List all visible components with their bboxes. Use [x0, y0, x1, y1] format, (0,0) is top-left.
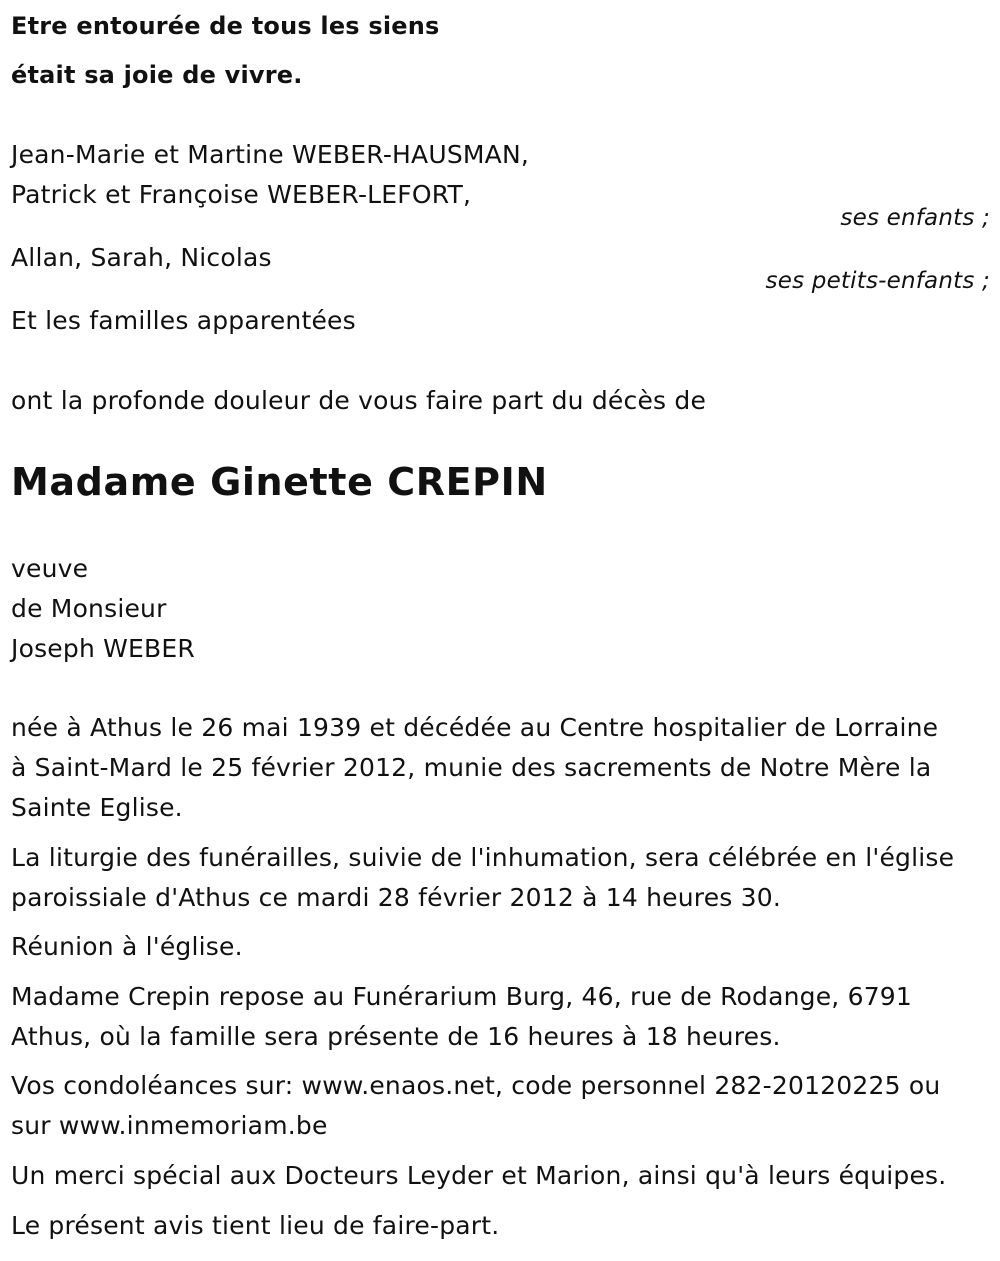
announcement-line: ont la profonde douleur de vous faire part du décès de	[11, 386, 707, 415]
liturgy-line-2: paroissiale d'Athus ce mardi 28 février 2012 à 14 heures 30.	[11, 883, 782, 912]
funeral-home-line-2: Athus, où la famille sera présente de 16 heures à 18 heures.	[11, 1022, 781, 1051]
motto-line-2: était sa joie de vivre.	[11, 61, 303, 89]
child-family-1: Jean-Marie et Martine WEBER-HAUSMAN,	[11, 140, 530, 169]
meeting-line: Réunion à l'église.	[11, 932, 243, 961]
condolences-line-1: Vos condoléances sur: www.enaos.net, code personnel 282-20120225 ou	[11, 1071, 941, 1100]
birth-death-line-3: Sainte Eglise.	[11, 793, 183, 822]
widow-status: veuve	[11, 554, 89, 583]
spouse-name: Joseph WEBER	[11, 634, 195, 663]
liturgy-line-1: La liturgie des funérailles, suivie de l'inhumation, sera célébrée en l'église	[11, 843, 955, 872]
birth-death-line-1: née à Athus le 26 mai 1939 et décédée au Centre hospitalier de Lorraine	[11, 713, 939, 742]
deceased-name: Madame Ginette CREPIN	[11, 460, 548, 504]
widow-of-label: de Monsieur	[11, 594, 167, 623]
relatives-line: Et les familles apparentées	[11, 306, 356, 335]
condolences-line-2: sur www.inmemoriam.be	[11, 1111, 328, 1140]
grandchildren-names: Allan, Sarah, Nicolas	[11, 243, 272, 272]
children-label: ses enfants ;	[840, 205, 990, 231]
notice-line: Le présent avis tient lieu de faire-part.	[11, 1211, 500, 1240]
birth-death-line-2: à Saint-Mard le 25 février 2012, munie des sacrements de Notre Mère la	[11, 753, 932, 782]
grandchildren-label: ses petits-enfants ;	[765, 268, 990, 294]
child-family-2: Patrick et Françoise WEBER-LEFORT,	[11, 180, 472, 209]
thanks-line: Un merci spécial aux Docteurs Leyder et Marion, ainsi qu'à leurs équipes.	[11, 1161, 947, 1190]
funeral-home-line-1: Madame Crepin repose au Funérarium Burg, 46, rue de Rodange, 6791	[11, 982, 913, 1011]
motto-line-1: Etre entourée de tous les siens	[11, 12, 440, 40]
